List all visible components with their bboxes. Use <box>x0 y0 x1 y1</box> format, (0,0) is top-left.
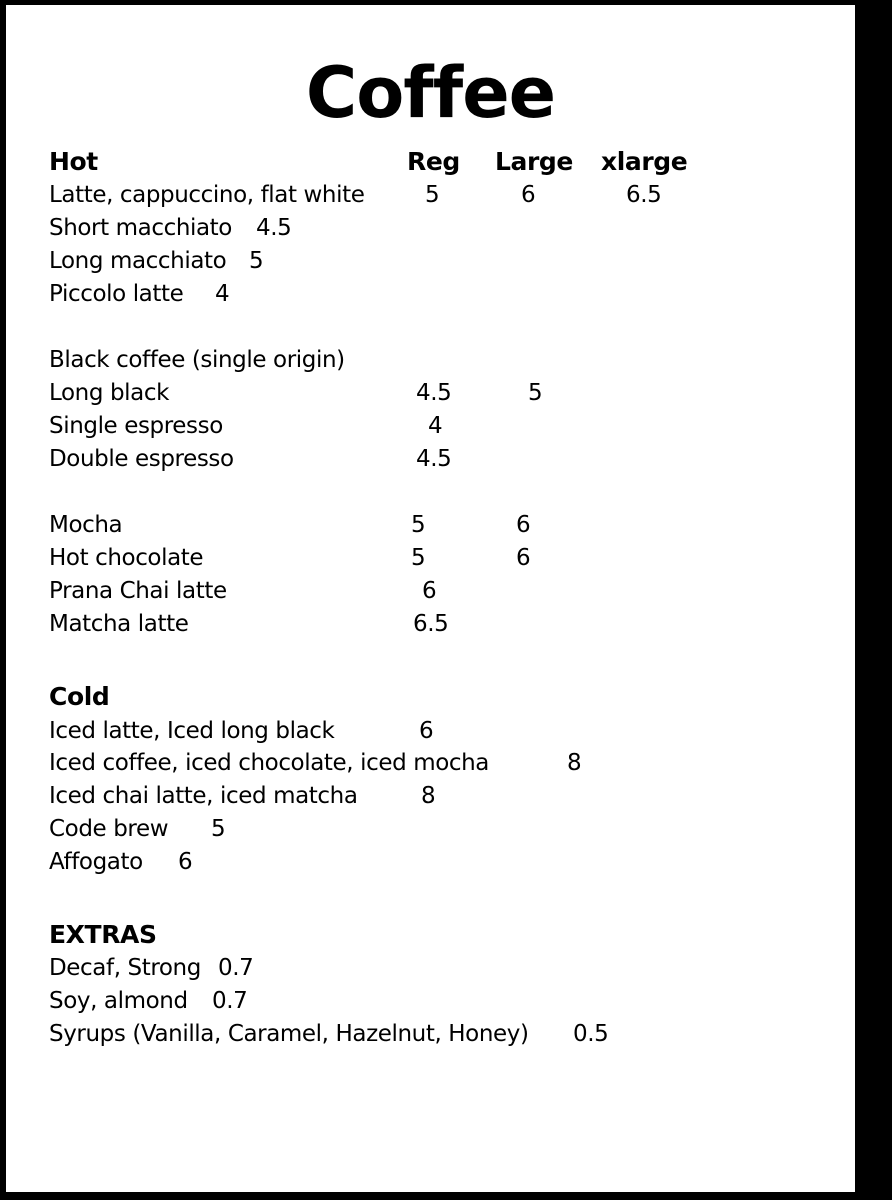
menu-item-price: 6 <box>419 718 434 744</box>
menu-item-name: Iced latte, Iced long black <box>49 718 335 744</box>
menu-item-price: 0.7 <box>218 955 254 981</box>
menu-item-name: Long black <box>49 380 170 406</box>
menu-item-price: 5 <box>249 248 264 274</box>
menu-item-price-reg: 4 <box>428 413 443 439</box>
menu-item-price-large: 6 <box>521 182 536 208</box>
menu-item-price: 6 <box>178 849 193 875</box>
menu-item-name: Iced coffee, iced chocolate, iced mocha <box>49 750 489 776</box>
menu-item-price: 0.7 <box>212 988 248 1014</box>
section-heading-hot: Hot <box>49 147 98 176</box>
menu-item-name: Decaf, Strong <box>49 955 201 981</box>
menu-item-price: 0.5 <box>573 1021 609 1047</box>
menu-item-name: Short macchiato <box>49 215 232 241</box>
menu-item-price-reg: 4.5 <box>416 380 452 406</box>
menu-item-price-reg: 6 <box>422 578 437 604</box>
menu-item-name: Hot chocolate <box>49 545 204 571</box>
menu-item-name: Long macchiato <box>49 248 227 274</box>
menu-item-name: Soy, almond <box>49 988 188 1014</box>
menu-item-price-reg: 5 <box>425 182 440 208</box>
menu-item-name: Single espresso <box>49 413 223 439</box>
size-header-xlarge: xlarge <box>601 147 688 176</box>
menu-title: Coffee <box>305 52 556 134</box>
menu-item-name: Mocha <box>49 512 123 538</box>
menu-item-name: Piccolo latte <box>49 281 184 307</box>
menu-item-name: Affogato <box>49 849 143 875</box>
menu-item-price: 5 <box>211 816 226 842</box>
menu-item-name: Double espresso <box>49 446 234 472</box>
menu-page <box>6 5 855 1192</box>
menu-item-price-xlarge: 6.5 <box>626 182 662 208</box>
size-header-reg: Reg <box>407 147 460 176</box>
menu-item-name: Code brew <box>49 816 169 842</box>
menu-item-name: Latte, cappuccino, flat white <box>49 182 365 208</box>
menu-item-price-large: 6 <box>516 545 531 571</box>
menu-item-name: Syrups (Vanilla, Caramel, Hazelnut, Honey) <box>49 1021 529 1047</box>
section-heading-cold: Cold <box>49 682 110 711</box>
size-header-large: Large <box>495 147 573 176</box>
menu-item-name: Matcha latte <box>49 611 189 637</box>
menu-item-price-reg: 5 <box>411 512 426 538</box>
menu-item-name: Iced chai latte, iced matcha <box>49 783 358 809</box>
menu-item-price: 8 <box>567 750 582 776</box>
menu-item-price-reg: 4.5 <box>416 446 452 472</box>
menu-item-price-reg: 5 <box>411 545 426 571</box>
subsection-heading-black-coffee: Black coffee (single origin) <box>49 347 345 373</box>
menu-item-price-large: 5 <box>528 380 543 406</box>
section-heading-extras: EXTRAS <box>49 920 157 949</box>
menu-item-price: 8 <box>421 783 436 809</box>
menu-item-price-reg: 6.5 <box>413 611 449 637</box>
menu-item-price: 4.5 <box>256 215 292 241</box>
menu-item-price-large: 6 <box>516 512 531 538</box>
menu-item-name: Prana Chai latte <box>49 578 227 604</box>
menu-item-price: 4 <box>215 281 230 307</box>
